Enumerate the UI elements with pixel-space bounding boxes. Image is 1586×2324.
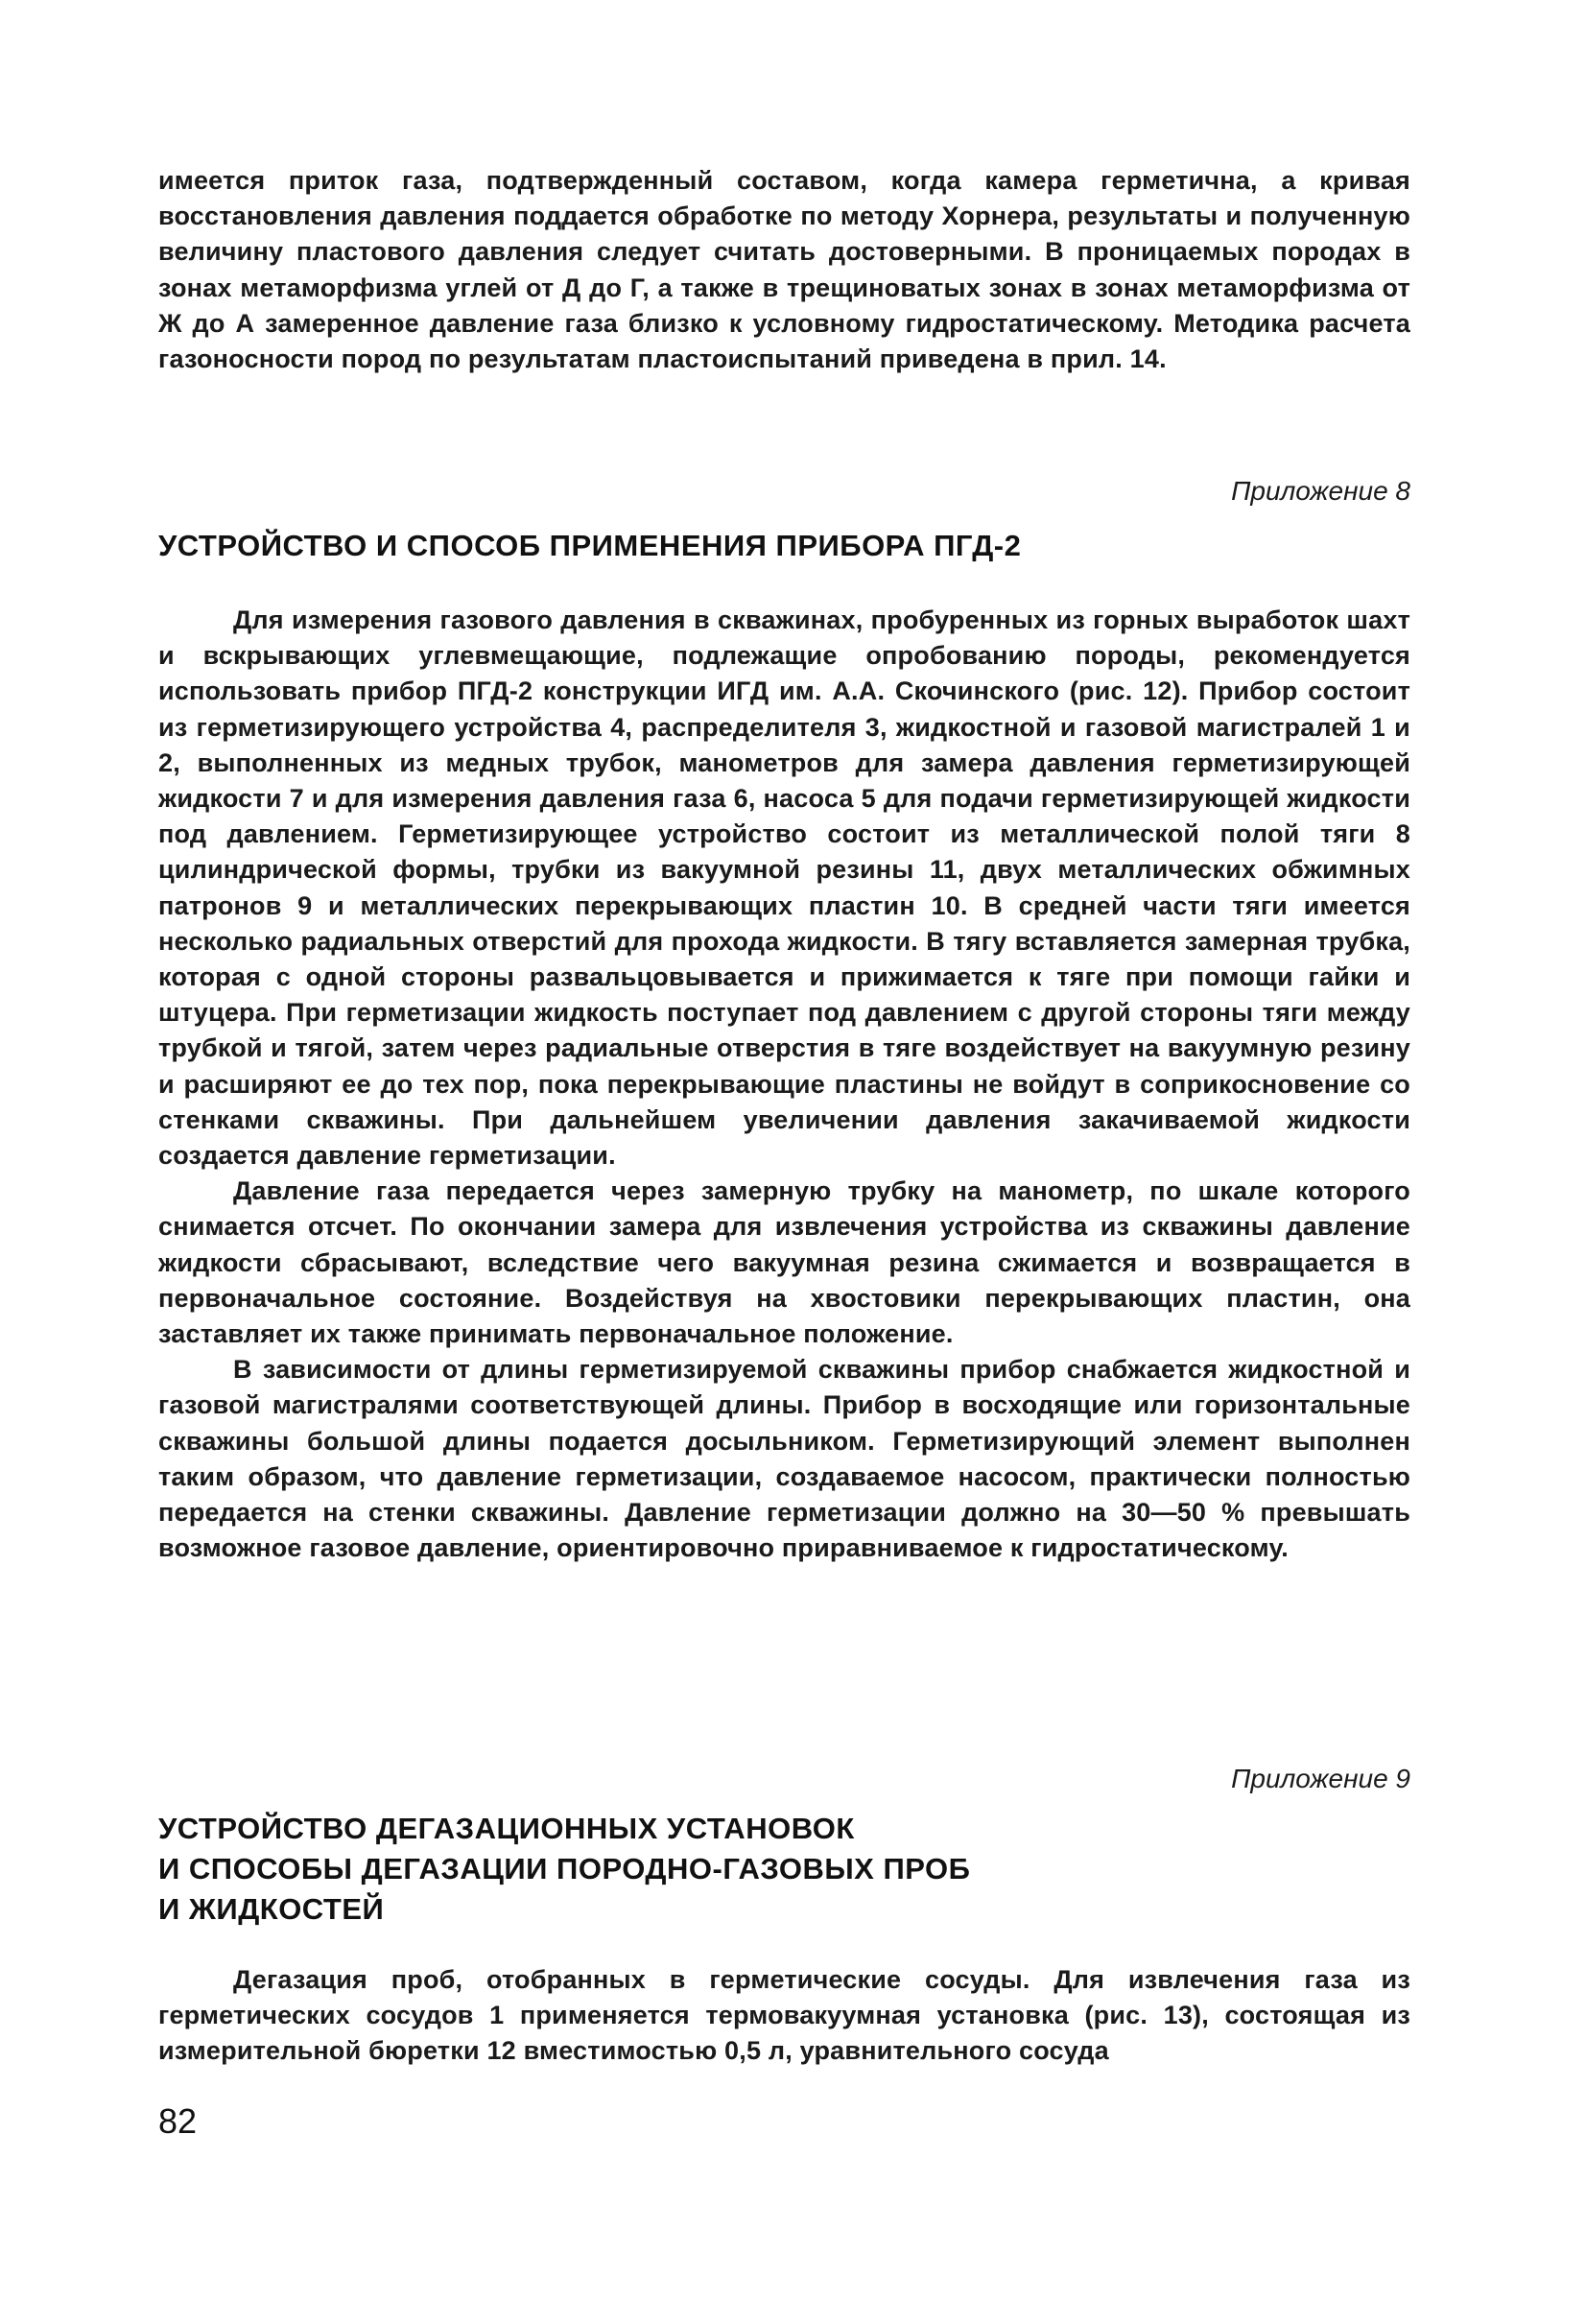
appendix-9-title-line: И СПОСОБЫ ДЕГАЗАЦИИ ПОРОДНО-ГАЗОВЫХ ПРОБ [158, 1852, 971, 1885]
appendix-8-title [158, 526, 1021, 566]
intro-paragraph: имеется приток газа, подтвержденный составом, когда камера герметична, а кривая восстановления давления поддается обработке по методу Хорнера, результаты и полученную величину пластового давления следует считать достоверными. В проницаемых породах в зонах метаморфизма углей от Д до Г, а также в трещиноватых зонах в зонах метаморфизма от Ж до А замеренное давление газа близко к условному гидростатическому. Методика расчета газоносности пород по результатам пластоиспытаний приведена в прил. 14. [158, 166, 1410, 374]
page-number: 82 [158, 2101, 198, 2141]
appendix-9-paragraph [158, 1962, 1410, 2070]
intro-block [158, 163, 1410, 377]
appendix-9-body [158, 1962, 1410, 2070]
appendix-9-lead-heading: Дегазация проб, отобранных в герметические сосуды. [233, 1965, 1030, 1994]
appendix-8-paragraph: Давление газа передается через замерную трубку на манометр, по шкале которого снимается отсчет. По окончании замера для извлечения устройства из скважины давление жидкости сбрасывают, вследствие чего вакуумная резина сжимается и возвращается в первоначальное состояние. Воздействуя на хвостовики перекрывающих пластин, она заставляет их также принимать первоначальное положение. [158, 1176, 1410, 1349]
appendix-8-label: Приложение 8 [1231, 476, 1410, 506]
appendix-8-title-text: УСТРОЙСТВО И СПОСОБ ПРИМЕНЕНИЯ ПРИБОРА ПГД-2 [158, 529, 1022, 562]
appendix-8-paragraph: Для измерения газового давления в скважинах, пробуренных из горных выработок шахт и вскрывающих углевмещающие, подлежащие опробованию породы, рекомендуется использовать прибор ПГД-2 конструкции ИГД им. А.А. Скочинского (рис. 12). Прибор состоит из герметизирующего устройства 4, распределителя 3, жидкостной и газовой магистралей 1 и 2, выполненных из медных трубок, манометров для замера давления герметизирующей жидкости 7 и для измерения давления газа 6, насоса 5 для подачи герметизирующей жидкости под давлением. Герметизирующее устройство состоит из металлической полой тяги 8 цилиндрической формы, трубки из вакуумной резины 11, двух металлических обжимных патронов 9 и металлических перекрывающих пластин 10. В средней части тяги имеется несколько радиальных отверстий для прохода жидкости. В тягу вставляется замерная трубка, которая с одной стороны развальцовывается и прижимается к тяге при помощи гайки и штуцера. При герметизации жидкость поступает под давлением с другой стороны тяги между трубкой и тягой, затем через радиальные отверстия в тяге воздействует на вакуумную резину и расширяют ее до тех пор, пока перекрывающие пластины не войдут в соприкосновение со стенками скважины. При дальнейшем увеличении давления закачиваемой жидкости создается давление герметизации. [158, 605, 1410, 1171]
appendix-9-title-line: УСТРОЙСТВО ДЕГАЗАЦИОННЫХ УСТАНОВОК [158, 1812, 855, 1845]
appendix-9-label: Приложение 9 [1231, 1764, 1410, 1793]
appendix-9-lead-text: Для извлечения газа из герметических сосудов 1 применяется термовакуумная установка (рис. 13), состоящая из измерительной бюретки 12 вместимостью 0,5 л, уравнительного сосуда [158, 1965, 1410, 2066]
appendix-8-body [158, 603, 1410, 1566]
appendix-9-title [158, 1809, 970, 1930]
appendix-9-title-line: И ЖИДКОСТЕЙ [158, 1892, 385, 1926]
appendix-8-paragraph: В зависимости от длины герметизируемой скважины прибор снабжается жидкостной и газовой магистралями соответствующей длины. Прибор в восходящие или горизонтальные скважины большой длины подается досыльником. Герметизирующий элемент выполнен таким образом, что давление герметизации, создаваемое насосом, практически полностью передается на стенки скважины. Давление герметизации должно на 30—50 % превышать возможное газовое давление, ориентировочно приравниваемое к гидростатическому. [158, 1355, 1410, 1563]
